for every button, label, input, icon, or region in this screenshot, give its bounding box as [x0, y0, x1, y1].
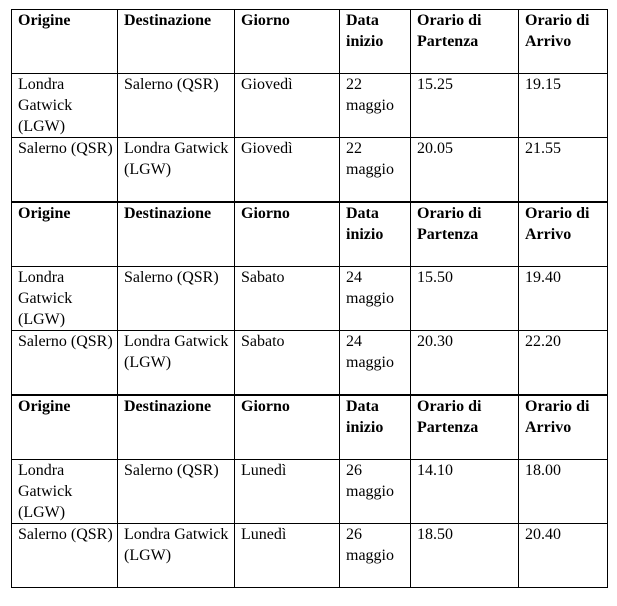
cell-start-date: 26 maggio: [340, 460, 411, 524]
cell-departure-time: 14.10: [411, 460, 519, 524]
table-row: [12, 138, 608, 203]
table-header-row: [12, 202, 608, 267]
cell-destination: Salerno (QSR): [118, 460, 235, 524]
cell-destination: Salerno (QSR): [118, 267, 235, 331]
cell-departure-time: 15.50: [411, 267, 519, 331]
table-header-row: [12, 10, 608, 74]
cell-arrival-time: 18.00: [519, 460, 608, 524]
header-departure-time: Orario di Partenza: [411, 395, 519, 460]
cell-origin: Londra Gatwick (LGW): [12, 74, 118, 138]
header-start-date: Data inizio: [340, 202, 411, 267]
cell-start-date: 24 maggio: [340, 331, 411, 396]
header-day: Giorno: [235, 395, 340, 460]
cell-arrival-time: 22.20: [519, 331, 608, 396]
cell-departure-time: 15.25: [411, 74, 519, 138]
cell-arrival-time: 19.15: [519, 74, 608, 138]
header-departure-time: Orario di Partenza: [411, 202, 519, 267]
header-destination: Destinazione: [118, 10, 235, 74]
cell-destination: Salerno (QSR): [118, 74, 235, 138]
cell-arrival-time: 20.40: [519, 524, 608, 588]
header-day: Giorno: [235, 202, 340, 267]
header-origin: Origine: [12, 10, 118, 74]
cell-departure-time: 20.05: [411, 138, 519, 203]
cell-day: Giovedì: [235, 74, 340, 138]
cell-arrival-time: 19.40: [519, 267, 608, 331]
cell-origin: Salerno (QSR): [12, 524, 118, 588]
header-start-date: Data inizio: [340, 10, 411, 74]
header-start-date: Data inizio: [340, 395, 411, 460]
table-row: [12, 460, 608, 524]
cell-destination: Londra Gatwick (LGW): [118, 331, 235, 396]
header-origin: Origine: [12, 202, 118, 267]
cell-start-date: 24 maggio: [340, 267, 411, 331]
cell-origin: Londra Gatwick (LGW): [12, 267, 118, 331]
table-row: [12, 331, 608, 396]
cell-start-date: 22 maggio: [340, 138, 411, 203]
cell-start-date: 22 maggio: [340, 74, 411, 138]
table-header-row: [12, 395, 608, 460]
cell-day: Lunedì: [235, 524, 340, 588]
table-row: [12, 524, 608, 588]
cell-origin: Salerno (QSR): [12, 331, 118, 396]
header-origin: Origine: [12, 395, 118, 460]
header-arrival-time: Orario di Arrivo: [519, 202, 608, 267]
cell-day: Lunedì: [235, 460, 340, 524]
cell-origin: Salerno (QSR): [12, 138, 118, 203]
header-departure-time: Orario di Partenza: [411, 10, 519, 74]
cell-departure-time: 18.50: [411, 524, 519, 588]
cell-day: Sabato: [235, 267, 340, 331]
cell-start-date: 26 maggio: [340, 524, 411, 588]
cell-day: Giovedì: [235, 138, 340, 203]
header-day: Giorno: [235, 10, 340, 74]
table-row: [12, 74, 608, 138]
cell-destination: Londra Gatwick (LGW): [118, 138, 235, 203]
header-arrival-time: Orario di Arrivo: [519, 395, 608, 460]
table-row: [12, 267, 608, 331]
flight-schedule-table: [11, 9, 608, 588]
cell-day: Sabato: [235, 331, 340, 396]
header-destination: Destinazione: [118, 395, 235, 460]
cell-departure-time: 20.30: [411, 331, 519, 396]
cell-arrival-time: 21.55: [519, 138, 608, 203]
header-destination: Destinazione: [118, 202, 235, 267]
cell-destination: Londra Gatwick (LGW): [118, 524, 235, 588]
flight-schedule-document: [11, 9, 608, 588]
header-arrival-time: Orario di Arrivo: [519, 10, 608, 74]
cell-origin: Londra Gatwick (LGW): [12, 460, 118, 524]
